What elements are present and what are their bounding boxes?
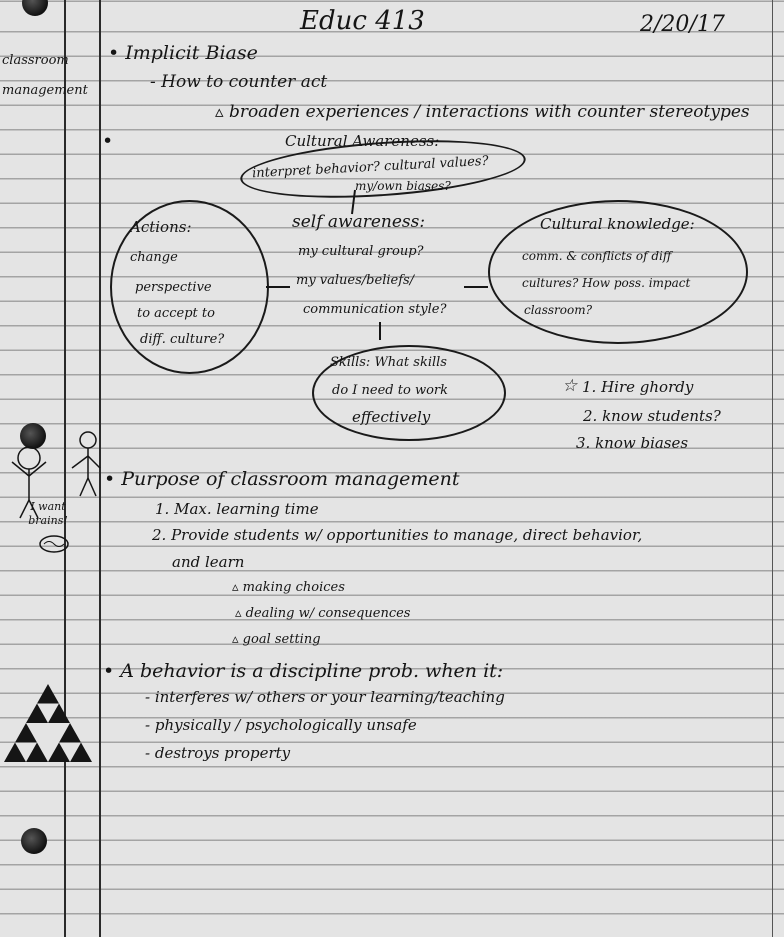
text-broaden: broaden experiences / interactions with counter stereotypes — [228, 102, 750, 122]
margin-topic-text: classroom management — [2, 53, 88, 98]
cultural-knowledge-line2: cultures? How poss. impact — [522, 276, 691, 290]
purpose-sub-2: ▵ dealing w/ consequences — [235, 606, 411, 621]
cultural-knowledge-line1: comm. & conflicts of diff — [522, 249, 672, 263]
self-awareness-line1: my cultural group? — [298, 244, 424, 259]
bullet-discipline: • A behavior is a discipline prob. when it: — [103, 660, 504, 682]
purpose-item-1: 1. Max. learning time — [155, 500, 319, 518]
skills-line1: Skills: What skills — [330, 355, 447, 370]
priority-3: 3. know biases — [576, 434, 689, 452]
skills-line2: do I need to work — [332, 383, 448, 398]
skills-line3: effectively — [352, 408, 431, 426]
text-goal-setting: goal setting — [242, 632, 321, 647]
heading-discipline: A behavior is a discipline prob. when it: — [120, 660, 504, 682]
triangle-fractal-icon — [2, 682, 94, 766]
heading-purpose: Purpose of classroom management — [121, 468, 460, 490]
bullet-purpose: • Purpose of classroom management — [104, 468, 460, 490]
priority-2: 2. know students? — [583, 407, 721, 425]
actions-line4: diff. culture? — [140, 332, 225, 347]
text-making-choices: making choices — [242, 580, 345, 595]
bullet-empty: • — [102, 130, 114, 152]
discipline-item-3: - destroys property — [145, 744, 291, 762]
date: 2/20/17 — [640, 12, 725, 37]
priority-star-icon: ☆ — [562, 376, 578, 396]
actions-line3: to accept to — [137, 306, 215, 321]
doodle-caption — [18, 500, 78, 528]
cultural-awareness-title: Cultural Awareness: — [285, 132, 440, 150]
self-awareness-line2: my values/beliefs/ — [296, 273, 415, 288]
cultural-knowledge-title: Cultural knowledge: — [540, 215, 695, 233]
cultural-knowledge-line3: classroom? — [524, 303, 593, 317]
actions-line1: change — [130, 250, 178, 265]
self-awareness-line3: communication style? — [303, 302, 447, 317]
purpose-item-2b: and learn — [172, 553, 245, 571]
zombie-doodle-icon — [2, 418, 102, 558]
text-consequences: dealing w/ consequences — [245, 606, 411, 621]
actions-title: Actions: — [130, 218, 192, 236]
text-counter-act: How to counter act — [161, 72, 328, 92]
doodle-caption-text: I want brains! — [28, 500, 68, 527]
priority-1: 1. Hire ghordy — [582, 378, 694, 396]
purpose-sub-3: ▵ goal setting — [232, 632, 321, 647]
actions-line2: perspective — [135, 280, 212, 295]
self-awareness-title: self awareness: — [292, 212, 426, 232]
cultural-awareness-line1: interpret behavior? cultural values? — [251, 153, 489, 182]
detail-broaden: ▵ broaden experiences / interactions with counter stereotypes — [215, 102, 750, 122]
heading-implicit-bias: Implicit Biase — [125, 42, 258, 64]
discipline-item-2: - physically / psychologically unsafe — [145, 716, 417, 734]
course-title: Educ 413 — [300, 6, 425, 36]
bullet-implicit-bias: • Implicit Biase — [108, 42, 258, 64]
purpose-sub-1: ▵ making choices — [232, 580, 345, 595]
discipline-item-1: - interferes w/ others or your learning/teaching — [145, 688, 505, 706]
sub-counter-act: - How to counter act — [150, 72, 328, 92]
purpose-item-2a: 2. Provide students w/ opportunities to manage, direct behavior, — [152, 526, 643, 544]
cultural-awareness-line2: my/own biases? — [355, 179, 451, 193]
